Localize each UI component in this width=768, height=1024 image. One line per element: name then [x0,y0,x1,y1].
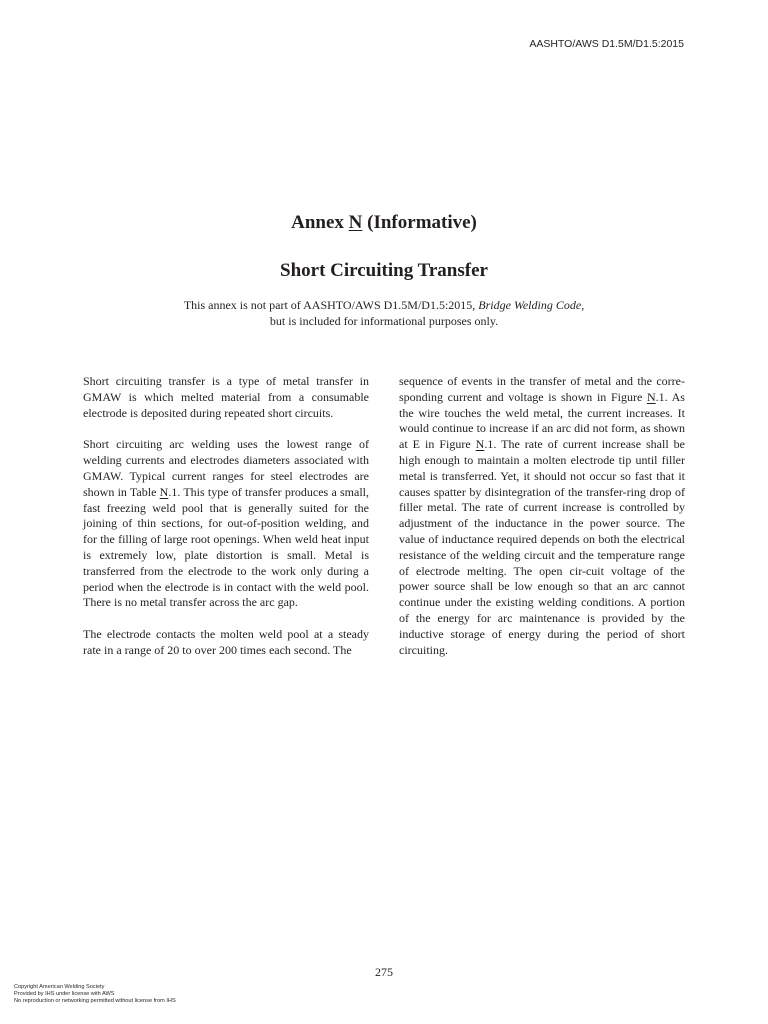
paragraph-2-text-cont: .1. This type of transfer produces a small, fast freezing weld pool that is generally suited for the joining of thin sections, for out-of-position welding, and for the filling of large root openings. When weld heat input is extremely low, plate distortion is small. Metal is transferred from the electrode to the work only during a period when the electrode is in contact with the weld pool. There is no metal transfer across the arc gap. [83,484,370,610]
right-column [399,374,685,674]
page-number: 275 [375,965,393,979]
left-column [83,374,369,675]
note-text-line2: but is included for informational purposes only. [269,314,499,328]
note-comma: , [581,298,585,312]
annex-title [0,212,768,234]
paragraph-2-text: Short circuiting arc welding uses the lowest range of welding currents and electrodes diameters associated with GMAW. Typical current ranges for steel electrodes are shown in Table [83,437,369,499]
copyright-line: Provided by IHS under license with AWS [14,991,115,997]
table-reference: N [159,484,169,499]
annex-letter: N [348,212,363,233]
annex-title-prefix: Annex [291,212,349,233]
annex-note [0,297,768,329]
copyright-line: Copyright American Welding Society [14,984,105,990]
paragraph-2 [83,437,369,611]
note-code-title: Bridge Welding Code [478,298,582,312]
figure-reference: N [475,437,485,452]
annex-title-suffix: (Informative) [362,212,477,233]
paragraph-3: The electrode contacts the molten weld pool at a steady rate in a range of 20 to over 200 times each second. The [83,627,369,657]
copyright-notice [14,984,176,1005]
running-header: AASHTO/AWS D1.5M/D1.5:2015 [529,38,684,50]
copyright-line: No reproduction or networking permitted without license from IHS [14,998,176,1004]
paragraph-text: sequence of events in the transfer of metal and the corre-sponding current and voltage is shown in Figure [399,374,685,404]
paragraph-text: .1. As the wire touches the weld metal, the current increases. It would continue to increase if an arc did not form, as shown at E in Figure [399,389,685,452]
note-text: This annex is not part of AASHTO/AWS D1.5M/D1.5:2015, [183,298,479,312]
paragraph-1: Short circuiting transfer is a type of metal transfer in GMAW is which melted material from a consumable electrode is deposited during repeated short circuits. [83,374,369,420]
figure-reference: N [646,389,656,404]
paragraph-text: .1. The rate of current increase shall be high enough to maintain a molten electrode tip until filler metal is transferred. Yet, it should not occur so fast that it causes spatter by disintegration of the transfer-ring drop of filler metal. The rate of current increase is controlled by adjustment of the inductance in the power source. The value of inductance required depends on both the electrical resistance of the welding circuit and the temperature range of electrode melting. The open cir-cuit voltage of the power source shall be low enough so that an arc cannot continue under the existing welding conditions. A portion of the energy for arc maintenance is provided by the inductive storage of energy during the period of short circuiting. [399,437,685,657]
paragraph-3-continued [399,374,685,658]
section-title: Short Circuiting Transfer [280,260,488,281]
